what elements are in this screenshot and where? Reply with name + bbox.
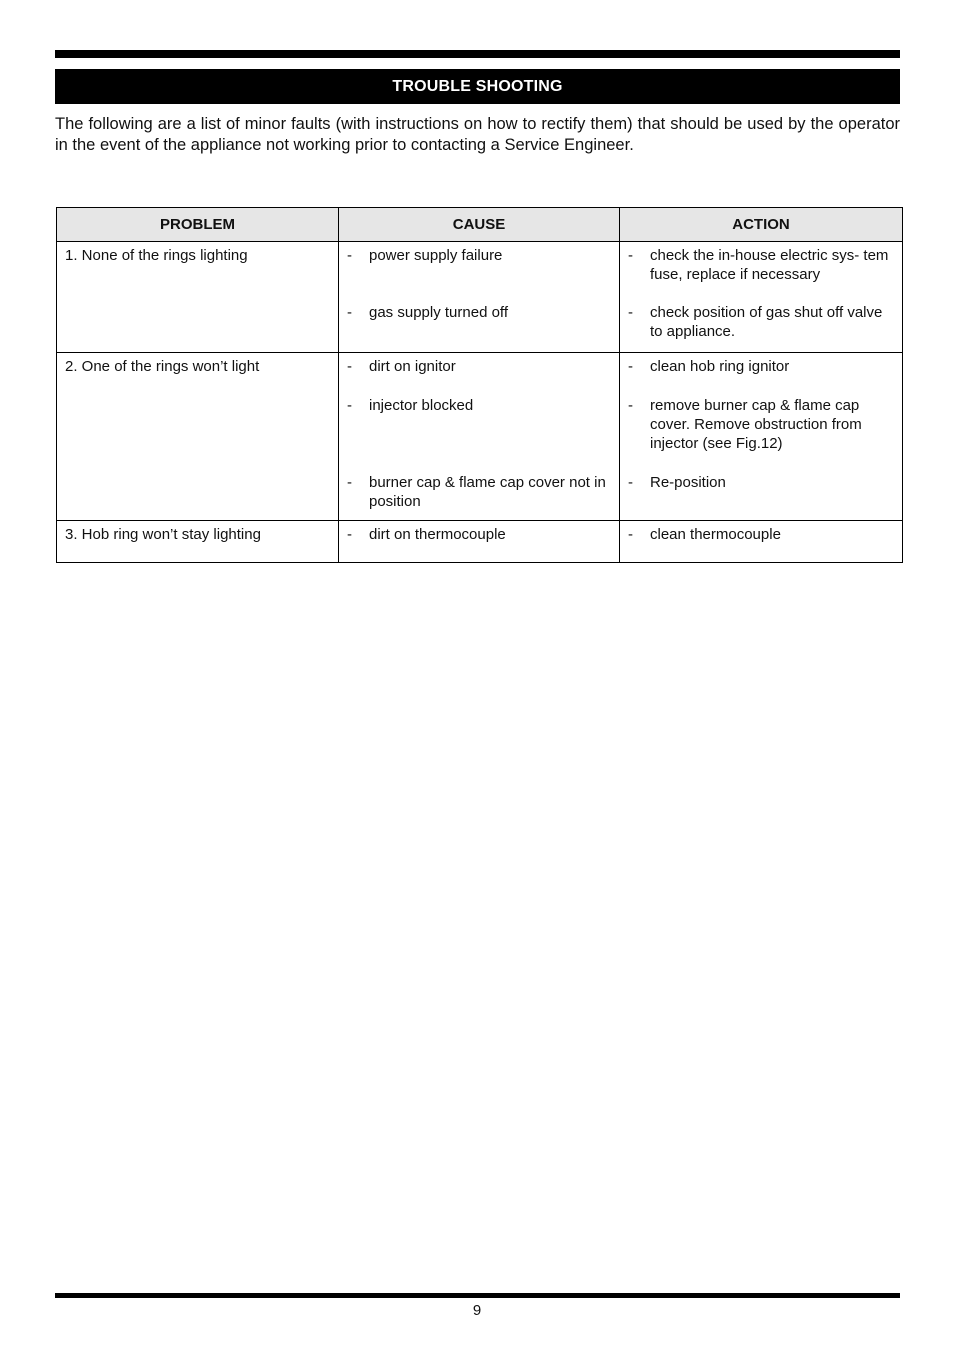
header-action: ACTION (620, 208, 903, 242)
action-text: clean hob ring ignitor (650, 358, 790, 375)
table-row (57, 353, 903, 521)
dash-marker: - (628, 474, 633, 491)
dash-marker: - (628, 304, 633, 321)
dash-marker: - (347, 397, 352, 414)
cause-item (347, 303, 611, 322)
problem-text: 3. Hob ring won’t stay lighting (65, 526, 261, 543)
cause-item (347, 396, 611, 453)
cause-cell (339, 242, 620, 353)
dash-marker: - (628, 247, 633, 264)
action-item (628, 525, 894, 544)
problem-text: 1. None of the rings lighting (65, 247, 248, 264)
troubleshooting-table (56, 207, 903, 563)
cause-item (347, 525, 611, 544)
dash-marker: - (628, 397, 633, 414)
cause-text: dirt on thermocouple (369, 526, 506, 543)
cause-cell (339, 353, 620, 521)
action-text: Re-position (650, 474, 726, 491)
cause-item (347, 357, 611, 376)
dash-marker: - (347, 304, 352, 321)
header-cause: CAUSE (339, 208, 620, 242)
action-text: remove burner cap & flame cap cover. Remove obstruction from injector (see Fig.12) (650, 397, 862, 452)
table-header-row (57, 208, 903, 242)
action-item (628, 473, 894, 492)
top-rule (55, 50, 900, 58)
table-row (57, 521, 903, 563)
cause-text: burner cap & flame cap cover not in position (369, 474, 606, 510)
table-row (57, 242, 903, 353)
action-text: clean thermocouple (650, 526, 781, 543)
section-title-bar (55, 69, 900, 104)
cause-text: injector blocked (369, 397, 474, 414)
cause-text: dirt on ignitor (369, 358, 456, 375)
dash-marker: - (628, 358, 633, 375)
action-cell (620, 521, 903, 563)
bottom-rule (55, 1293, 900, 1298)
action-text: check position of gas shut off valve to appliance. (650, 304, 883, 340)
action-cell (620, 353, 903, 521)
dash-marker: - (628, 526, 633, 543)
problem-text: 2. One of the rings won’t light (65, 358, 260, 375)
problem-cell (57, 521, 339, 563)
page-number: 9 (472, 1302, 482, 1319)
action-cell (620, 242, 903, 353)
action-item (628, 246, 894, 284)
action-item (628, 357, 894, 376)
cause-item (347, 246, 611, 284)
intro-paragraph: The following are a list of minor faults (with instructions on how to rectify them) that should be used by the operator in the event of the appliance not working prior to contacting a Service Engineer. (55, 115, 900, 154)
dash-marker: - (347, 358, 352, 375)
action-text: check the in-house electric sys- tem fuse, replace if necessary (650, 247, 889, 283)
dash-marker: - (347, 247, 352, 264)
cause-text: power supply failure (369, 247, 503, 264)
cause-item (347, 473, 611, 511)
action-item (628, 396, 894, 453)
header-problem: PROBLEM (57, 208, 339, 242)
problem-cell (57, 242, 339, 353)
action-item (628, 303, 894, 341)
dash-marker: - (347, 474, 352, 491)
cause-text: gas supply turned off (369, 304, 508, 321)
dash-marker: - (347, 526, 352, 543)
cause-cell (339, 521, 620, 563)
problem-cell (57, 353, 339, 521)
section-title: TROUBLE SHOOTING (392, 77, 563, 95)
